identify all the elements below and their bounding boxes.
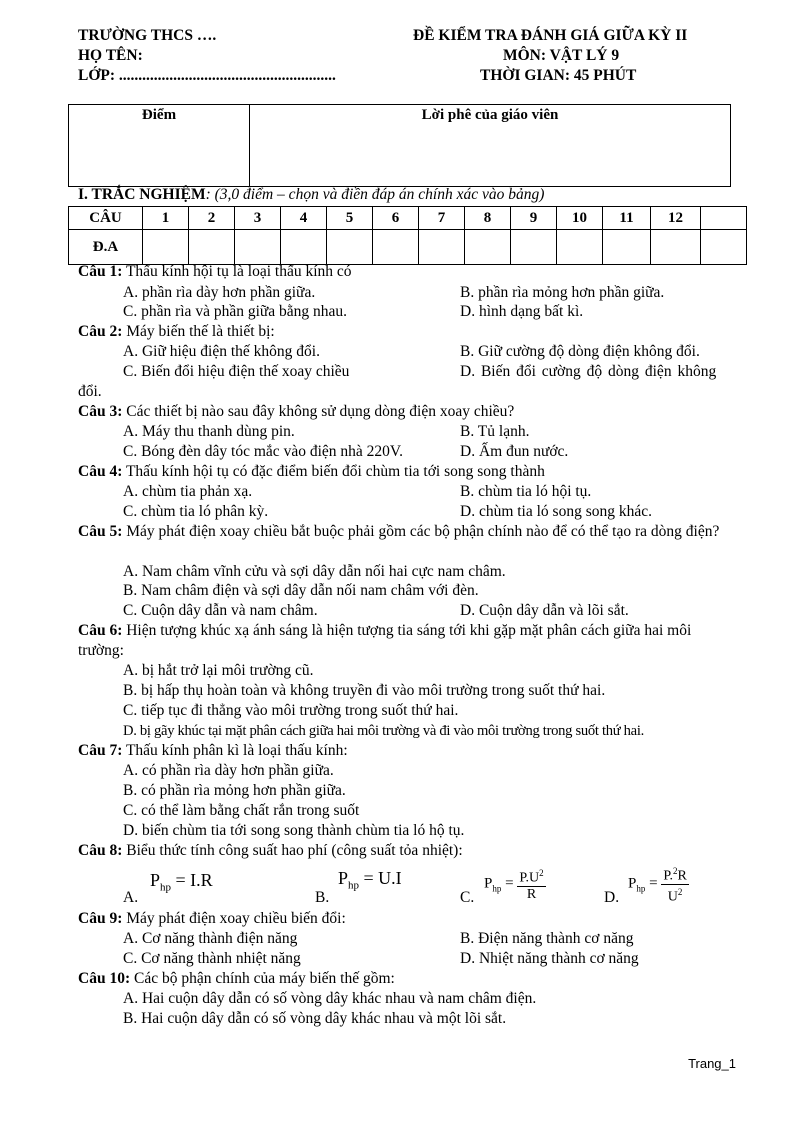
empty-cell	[701, 207, 747, 230]
option-b: B. Hai cuộn dây dẫn có số vòng dây khác nhau và một lõi sắt.	[123, 1010, 507, 1027]
question-text: Hiện tượng khúc xạ ánh sáng là hiện tượng tia sáng tới khi gặp mặt phân cách giữa hai môi trường:	[78, 622, 692, 659]
option-d: D. biến chùm tia tới song song thành chùm tia ló hộ tụ.	[123, 822, 465, 839]
empty-cell	[701, 230, 747, 265]
question-text: Thấu kính hội tụ là loại thấu kính có	[122, 263, 352, 280]
question-text: Máy phát điện xoay chiều bắt buộc phải gồm các bộ phận chính nào để có thể tạo ra dòng điện?	[122, 523, 720, 540]
option-a: A. Máy thu thanh dùng pin.	[123, 423, 295, 440]
question-label: Câu 5:	[78, 523, 123, 540]
question-number: 2	[189, 207, 235, 230]
question-label: Câu 10:	[78, 970, 131, 987]
option-a: A. phần rìa dày hơn phần giữa.	[123, 284, 316, 301]
question-label: Câu 8:	[78, 842, 123, 859]
answer-cell[interactable]	[373, 230, 419, 265]
question-6	[78, 621, 738, 661]
question-label: Câu 6:	[78, 622, 123, 639]
section-title	[78, 186, 544, 204]
option-a: A. bị hắt trở lại môi trường cũ.	[123, 662, 314, 679]
answer-cell[interactable]	[143, 230, 189, 265]
answer-cell[interactable]	[511, 230, 557, 265]
option-c: C. Biến đổi hiệu điện thế xoay chiều	[123, 363, 350, 380]
answer-cell[interactable]	[327, 230, 373, 265]
option-b: B. Giữ cường độ dòng điện không đổi.	[460, 343, 700, 360]
question-number: 5	[327, 207, 373, 230]
question-3	[78, 402, 738, 422]
question-number: 8	[465, 207, 511, 230]
option-d: D. chùm tia ló song song khác.	[460, 503, 653, 520]
exam-title: ĐỀ KIỂM TRA ĐÁNH GIÁ GIỮA KỲ II	[413, 27, 688, 44]
option-d: D. hình dạng bất kì.	[460, 303, 584, 320]
question-number: 11	[603, 207, 651, 230]
option-c: C. có thể làm bằng chất rắn trong suốt	[123, 802, 360, 819]
question-7	[78, 741, 738, 761]
question-label: Câu 3:	[78, 403, 123, 420]
option-d-continued: đổi.	[78, 383, 102, 400]
formula-b: $P_{hp} = U.I$	[338, 868, 402, 892]
question-number: 1	[143, 207, 189, 230]
class-label: LỚP: ........................................................	[78, 67, 336, 84]
school-name: TRƯỜNG THCS ….	[78, 27, 217, 44]
subject-label: MÔN: VẬT LÝ 9	[503, 47, 620, 64]
time-label: THỜI GIAN: 45 PHÚT	[480, 67, 637, 84]
section-heading: I. TRẮC NGHIỆM	[78, 186, 206, 203]
teacher-comment-cell: Lời phê của giáo viên	[250, 105, 731, 187]
answer-cell[interactable]	[465, 230, 511, 265]
question-label: Câu 2:	[78, 323, 123, 340]
question-text: Máy phát điện xoay chiều biến đổi:	[122, 910, 346, 927]
option-c: C. Cơ năng thành nhiệt năng	[123, 950, 301, 967]
answer-cell[interactable]	[419, 230, 465, 265]
option-b: B. Nam châm điện và sợi dây dẫn nối nam châm với đèn.	[123, 582, 479, 599]
question-text: Biểu thức tính công suất hao phí (công suất tỏa nhiệt):	[122, 842, 463, 859]
question-number: 12	[651, 207, 701, 230]
option-c: C. Cuộn dây dẫn và nam châm.	[123, 602, 318, 619]
option-a: A. Hai cuộn dây dẫn có số vòng dây khác nhau và nam châm điện.	[123, 990, 537, 1007]
answer-cell[interactable]	[557, 230, 603, 265]
grade-box	[68, 104, 731, 187]
option-d: D. bị gãy khúc tại mặt phân cách giữa hai môi trường và đi vào môi trường trong suốt thứ hai.	[123, 723, 644, 739]
option-a: A. Giữ hiệu điện thế không đổi.	[123, 343, 320, 360]
option-b: B. bị hấp thụ hoàn toàn và không truyền đi vào môi trường trong suốt thứ hai.	[123, 682, 606, 699]
question-label: Câu 4:	[78, 463, 123, 480]
formula-a: $P_{hp} = I.R$	[150, 870, 213, 894]
option-c: C. tiếp tục đi thẳng vào môi trường trong suốt thứ hai.	[123, 702, 459, 719]
page-number: Trang_1	[688, 1056, 736, 1071]
option-b: B. có phần rìa mỏng hơn phần giữa.	[123, 782, 346, 799]
answer-cell[interactable]	[603, 230, 651, 265]
question-number: 9	[511, 207, 557, 230]
answer-cell[interactable]	[189, 230, 235, 265]
question-10	[78, 969, 738, 989]
question-header: CÂU	[69, 207, 143, 230]
question-2	[78, 322, 738, 342]
option-a: A. chùm tia phản xạ.	[123, 483, 253, 500]
question-text: Thấu kính phân kì là loại thấu kính:	[122, 742, 348, 759]
question-number: 10	[557, 207, 603, 230]
option-a-label: A.	[123, 889, 139, 906]
question-number: 3	[235, 207, 281, 230]
question-8	[78, 841, 738, 861]
question-label: Câu 1:	[78, 263, 123, 280]
option-c-label: C.	[460, 889, 475, 906]
answer-cell[interactable]	[281, 230, 327, 265]
section-note: : (3,0 điểm – chọn và điền đáp án chính xác vào bảng)	[205, 186, 545, 203]
question-1	[78, 262, 738, 282]
question-number: 7	[419, 207, 465, 230]
question-label: Câu 7:	[78, 742, 123, 759]
option-b: B. chùm tia ló hội tụ.	[460, 483, 592, 500]
option-d: D. Nhiệt năng thành cơ năng	[460, 950, 639, 967]
question-5	[78, 522, 738, 542]
question-number: 6	[373, 207, 419, 230]
option-b: B. phần rìa mỏng hơn phần giữa.	[460, 284, 665, 301]
answer-cell[interactable]	[235, 230, 281, 265]
question-text: Các bộ phận chính của máy biến thế gồm:	[130, 970, 395, 987]
formula-c: $P_{hp}$ = $\frac{P.U^2}{R}$	[484, 868, 544, 902]
answer-header: Đ.A	[69, 230, 143, 265]
question-text: Các thiết bị nào sau đây không sử dụng dòng điện xoay chiều?	[122, 403, 515, 420]
option-b: B. Tủ lạnh.	[460, 423, 530, 440]
formula-d: $P_{hp}$ = $\frac{P.^2R}{U^2}$	[628, 866, 687, 905]
score-cell: Điểm	[69, 105, 250, 187]
option-b-label: B.	[315, 889, 330, 906]
question-4	[78, 462, 738, 482]
question-number: 4	[281, 207, 327, 230]
option-d: D. Biến đổi cường độ dòng điện không	[460, 363, 717, 380]
answer-table	[68, 206, 747, 265]
option-c: C. phần rìa và phần giữa bằng nhau.	[123, 303, 348, 320]
option-b: B. Điện năng thành cơ năng	[460, 930, 634, 947]
question-text: Máy biến thế là thiết bị:	[122, 323, 275, 340]
option-a: A. Nam châm vĩnh cửu và sợi dây dẫn nối hai cực nam châm.	[123, 563, 506, 580]
option-c: C. Bóng đèn dây tóc mắc vào điện nhà 220V.	[123, 443, 403, 460]
question-label: Câu 9:	[78, 910, 123, 927]
option-a: A. Cơ năng thành điện năng	[123, 930, 298, 947]
student-name-label: HỌ TÊN:	[78, 47, 143, 64]
question-9	[78, 909, 738, 929]
answer-cell[interactable]	[651, 230, 701, 265]
option-d: D. Cuộn dây dẫn và lõi sắt.	[460, 602, 629, 619]
option-c: C. chùm tia ló phân kỳ.	[123, 503, 269, 520]
option-a: A. có phần rìa dày hơn phần giữa.	[123, 762, 334, 779]
option-d-label: D.	[604, 889, 620, 906]
question-text: Thấu kính hội tụ có đặc điểm biến đổi chùm tia tới song song thành	[122, 463, 545, 480]
option-d: D. Ấm đun nước.	[460, 443, 569, 460]
